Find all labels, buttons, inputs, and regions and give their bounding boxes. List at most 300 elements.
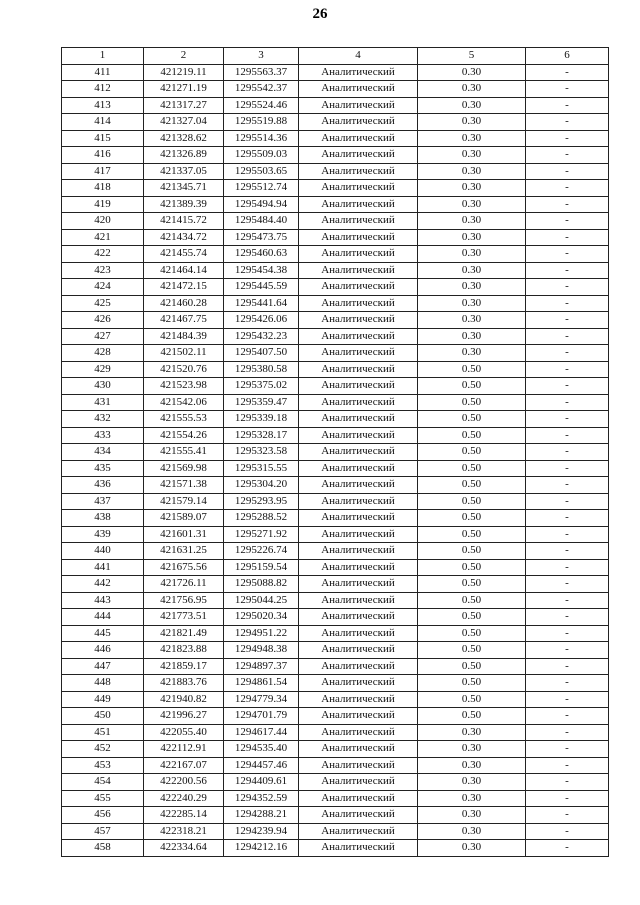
method-cell: Аналитический [299, 576, 418, 593]
y-coordinate-cell: 1295407.50 [224, 345, 299, 362]
method-cell: Аналитический [299, 328, 418, 345]
note-cell: - [526, 609, 609, 626]
column-header: 6 [526, 48, 609, 65]
point-number-cell: 425 [62, 295, 144, 312]
point-number-cell: 420 [62, 213, 144, 230]
y-coordinate-cell: 1295328.17 [224, 427, 299, 444]
table-row [62, 394, 609, 411]
point-number-cell: 416 [62, 147, 144, 164]
table-row [62, 427, 609, 444]
column-header: 4 [299, 48, 418, 65]
point-number-cell: 415 [62, 130, 144, 147]
y-coordinate-cell: 1295380.58 [224, 361, 299, 378]
point-number-cell: 445 [62, 625, 144, 642]
accuracy-cell: 0.50 [418, 625, 526, 642]
y-coordinate-cell: 1295044.25 [224, 592, 299, 609]
note-cell: - [526, 180, 609, 197]
table-row [62, 790, 609, 807]
x-coordinate-cell: 421883.76 [144, 675, 224, 692]
method-cell: Аналитический [299, 790, 418, 807]
note-cell: - [526, 378, 609, 395]
note-cell: - [526, 246, 609, 263]
note-cell: - [526, 807, 609, 824]
table-row [62, 807, 609, 824]
note-cell: - [526, 81, 609, 98]
y-coordinate-cell: 1295293.95 [224, 493, 299, 510]
y-coordinate-cell: 1295426.06 [224, 312, 299, 329]
table-row [62, 477, 609, 494]
y-coordinate-cell: 1295271.92 [224, 526, 299, 543]
point-number-cell: 424 [62, 279, 144, 296]
point-number-cell: 426 [62, 312, 144, 329]
accuracy-cell: 0.50 [418, 493, 526, 510]
method-cell: Аналитический [299, 477, 418, 494]
x-coordinate-cell: 421940.82 [144, 691, 224, 708]
note-cell: - [526, 543, 609, 560]
y-coordinate-cell: 1295454.38 [224, 262, 299, 279]
note-cell: - [526, 279, 609, 296]
method-cell: Аналитический [299, 114, 418, 131]
note-cell: - [526, 691, 609, 708]
table-row [62, 345, 609, 362]
y-coordinate-cell: 1295226.74 [224, 543, 299, 560]
method-cell: Аналитический [299, 592, 418, 609]
x-coordinate-cell: 421484.39 [144, 328, 224, 345]
y-coordinate-cell: 1295375.02 [224, 378, 299, 395]
x-coordinate-cell: 421675.56 [144, 559, 224, 576]
note-cell: - [526, 114, 609, 131]
method-cell: Аналитический [299, 246, 418, 263]
y-coordinate-cell: 1295460.63 [224, 246, 299, 263]
x-coordinate-cell: 421328.62 [144, 130, 224, 147]
point-number-cell: 427 [62, 328, 144, 345]
y-coordinate-cell: 1295494.94 [224, 196, 299, 213]
point-number-cell: 431 [62, 394, 144, 411]
note-cell: - [526, 196, 609, 213]
coordinates-table [61, 47, 609, 857]
point-number-cell: 444 [62, 609, 144, 626]
method-cell: Аналитический [299, 840, 418, 857]
x-coordinate-cell: 421327.04 [144, 114, 224, 131]
point-number-cell: 456 [62, 807, 144, 824]
y-coordinate-cell: 1295323.58 [224, 444, 299, 461]
x-coordinate-cell: 421460.28 [144, 295, 224, 312]
accuracy-cell: 0.50 [418, 559, 526, 576]
x-coordinate-cell: 421464.14 [144, 262, 224, 279]
method-cell: Аналитический [299, 642, 418, 659]
y-coordinate-cell: 1295088.82 [224, 576, 299, 593]
y-coordinate-cell: 1295432.23 [224, 328, 299, 345]
table-row [62, 840, 609, 857]
method-cell: Аналитический [299, 493, 418, 510]
point-number-cell: 455 [62, 790, 144, 807]
point-number-cell: 437 [62, 493, 144, 510]
note-cell: - [526, 444, 609, 461]
accuracy-cell: 0.30 [418, 262, 526, 279]
table-row [62, 361, 609, 378]
note-cell: - [526, 559, 609, 576]
y-coordinate-cell: 1294352.59 [224, 790, 299, 807]
accuracy-cell: 0.50 [418, 609, 526, 626]
y-coordinate-cell: 1295514.36 [224, 130, 299, 147]
note-cell: - [526, 493, 609, 510]
table-row [62, 675, 609, 692]
note-cell: - [526, 642, 609, 659]
note-cell: - [526, 262, 609, 279]
accuracy-cell: 0.30 [418, 213, 526, 230]
x-coordinate-cell: 421859.17 [144, 658, 224, 675]
point-number-cell: 419 [62, 196, 144, 213]
point-number-cell: 435 [62, 460, 144, 477]
point-number-cell: 411 [62, 64, 144, 81]
accuracy-cell: 0.50 [418, 427, 526, 444]
note-cell: - [526, 460, 609, 477]
x-coordinate-cell: 421756.95 [144, 592, 224, 609]
method-cell: Аналитический [299, 510, 418, 527]
point-number-cell: 458 [62, 840, 144, 857]
table-row [62, 576, 609, 593]
table-row [62, 625, 609, 642]
accuracy-cell: 0.50 [418, 576, 526, 593]
table-header-row [62, 48, 609, 65]
x-coordinate-cell: 422200.56 [144, 774, 224, 791]
note-cell: - [526, 675, 609, 692]
accuracy-cell: 0.30 [418, 81, 526, 98]
y-coordinate-cell: 1295524.46 [224, 97, 299, 114]
table-row [62, 460, 609, 477]
accuracy-cell: 0.50 [418, 444, 526, 461]
point-number-cell: 438 [62, 510, 144, 527]
note-cell: - [526, 592, 609, 609]
y-coordinate-cell: 1294948.38 [224, 642, 299, 659]
accuracy-cell: 0.50 [418, 411, 526, 428]
note-cell: - [526, 411, 609, 428]
point-number-cell: 447 [62, 658, 144, 675]
y-coordinate-cell: 1295359.47 [224, 394, 299, 411]
table-row [62, 328, 609, 345]
y-coordinate-cell: 1294951.22 [224, 625, 299, 642]
method-cell: Аналитический [299, 691, 418, 708]
point-number-cell: 439 [62, 526, 144, 543]
note-cell: - [526, 823, 609, 840]
method-cell: Аналитический [299, 741, 418, 758]
point-number-cell: 451 [62, 724, 144, 741]
y-coordinate-cell: 1294212.16 [224, 840, 299, 857]
point-number-cell: 448 [62, 675, 144, 692]
x-coordinate-cell: 421472.15 [144, 279, 224, 296]
table-row [62, 378, 609, 395]
y-coordinate-cell: 1295159.54 [224, 559, 299, 576]
note-cell: - [526, 757, 609, 774]
table-row [62, 81, 609, 98]
x-coordinate-cell: 421502.11 [144, 345, 224, 362]
y-coordinate-cell: 1294617.44 [224, 724, 299, 741]
note-cell: - [526, 295, 609, 312]
method-cell: Аналитический [299, 807, 418, 824]
note-cell: - [526, 229, 609, 246]
x-coordinate-cell: 421345.71 [144, 180, 224, 197]
note-cell: - [526, 427, 609, 444]
method-cell: Аналитический [299, 460, 418, 477]
method-cell: Аналитический [299, 180, 418, 197]
method-cell: Аналитический [299, 394, 418, 411]
x-coordinate-cell: 421317.27 [144, 97, 224, 114]
x-coordinate-cell: 421542.06 [144, 394, 224, 411]
accuracy-cell: 0.50 [418, 658, 526, 675]
page-number: 26 [312, 6, 328, 22]
point-number-cell: 432 [62, 411, 144, 428]
table-row [62, 526, 609, 543]
x-coordinate-cell: 421555.53 [144, 411, 224, 428]
x-coordinate-cell: 421434.72 [144, 229, 224, 246]
accuracy-cell: 0.30 [418, 97, 526, 114]
method-cell: Аналитический [299, 609, 418, 626]
accuracy-cell: 0.30 [418, 114, 526, 131]
table-row [62, 691, 609, 708]
x-coordinate-cell: 422285.14 [144, 807, 224, 824]
method-cell: Аналитический [299, 345, 418, 362]
note-cell: - [526, 708, 609, 725]
table-row [62, 180, 609, 197]
accuracy-cell: 0.50 [418, 526, 526, 543]
point-number-cell: 430 [62, 378, 144, 395]
accuracy-cell: 0.50 [418, 510, 526, 527]
method-cell: Аналитический [299, 147, 418, 164]
table-row [62, 724, 609, 741]
note-cell: - [526, 312, 609, 329]
accuracy-cell: 0.30 [418, 295, 526, 312]
table-row [62, 279, 609, 296]
table-row [62, 510, 609, 527]
y-coordinate-cell: 1295484.40 [224, 213, 299, 230]
table-row [62, 774, 609, 791]
x-coordinate-cell: 422167.07 [144, 757, 224, 774]
note-cell: - [526, 328, 609, 345]
table-row [62, 213, 609, 230]
point-number-cell: 443 [62, 592, 144, 609]
point-number-cell: 440 [62, 543, 144, 560]
y-coordinate-cell: 1295503.65 [224, 163, 299, 180]
table-row [62, 295, 609, 312]
x-coordinate-cell: 421554.26 [144, 427, 224, 444]
accuracy-cell: 0.50 [418, 394, 526, 411]
x-coordinate-cell: 421337.05 [144, 163, 224, 180]
note-cell: - [526, 130, 609, 147]
accuracy-cell: 0.30 [418, 196, 526, 213]
method-cell: Аналитический [299, 64, 418, 81]
x-coordinate-cell: 421467.75 [144, 312, 224, 329]
y-coordinate-cell: 1295441.64 [224, 295, 299, 312]
note-cell: - [526, 477, 609, 494]
note-cell: - [526, 790, 609, 807]
accuracy-cell: 0.50 [418, 361, 526, 378]
accuracy-cell: 0.50 [418, 543, 526, 560]
accuracy-cell: 0.30 [418, 790, 526, 807]
point-number-cell: 454 [62, 774, 144, 791]
note-cell: - [526, 576, 609, 593]
table-row [62, 609, 609, 626]
x-coordinate-cell: 421271.19 [144, 81, 224, 98]
accuracy-cell: 0.30 [418, 328, 526, 345]
table-row [62, 493, 609, 510]
accuracy-cell: 0.30 [418, 774, 526, 791]
method-cell: Аналитический [299, 196, 418, 213]
accuracy-cell: 0.50 [418, 378, 526, 395]
note-cell: - [526, 97, 609, 114]
x-coordinate-cell: 421326.89 [144, 147, 224, 164]
note-cell: - [526, 741, 609, 758]
accuracy-cell: 0.30 [418, 840, 526, 857]
point-number-cell: 418 [62, 180, 144, 197]
point-number-cell: 436 [62, 477, 144, 494]
accuracy-cell: 0.30 [418, 246, 526, 263]
accuracy-cell: 0.30 [418, 823, 526, 840]
y-coordinate-cell: 1295512.74 [224, 180, 299, 197]
method-cell: Аналитический [299, 675, 418, 692]
point-number-cell: 434 [62, 444, 144, 461]
point-number-cell: 422 [62, 246, 144, 263]
x-coordinate-cell: 422112.91 [144, 741, 224, 758]
accuracy-cell: 0.50 [418, 642, 526, 659]
table-row [62, 97, 609, 114]
method-cell: Аналитический [299, 163, 418, 180]
point-number-cell: 450 [62, 708, 144, 725]
accuracy-cell: 0.30 [418, 757, 526, 774]
accuracy-cell: 0.30 [418, 345, 526, 362]
x-coordinate-cell: 421523.98 [144, 378, 224, 395]
point-number-cell: 457 [62, 823, 144, 840]
x-coordinate-cell: 421589.07 [144, 510, 224, 527]
method-cell: Аналитический [299, 559, 418, 576]
y-coordinate-cell: 1294701.79 [224, 708, 299, 725]
accuracy-cell: 0.30 [418, 147, 526, 164]
point-number-cell: 449 [62, 691, 144, 708]
note-cell: - [526, 345, 609, 362]
x-coordinate-cell: 421520.76 [144, 361, 224, 378]
point-number-cell: 423 [62, 262, 144, 279]
table-row [62, 114, 609, 131]
note-cell: - [526, 526, 609, 543]
point-number-cell: 428 [62, 345, 144, 362]
note-cell: - [526, 510, 609, 527]
method-cell: Аналитический [299, 81, 418, 98]
table-row [62, 823, 609, 840]
table-row [62, 64, 609, 81]
method-cell: Аналитический [299, 444, 418, 461]
x-coordinate-cell: 421823.88 [144, 642, 224, 659]
table-row [62, 196, 609, 213]
y-coordinate-cell: 1295288.52 [224, 510, 299, 527]
y-coordinate-cell: 1294288.21 [224, 807, 299, 824]
method-cell: Аналитический [299, 757, 418, 774]
accuracy-cell: 0.30 [418, 130, 526, 147]
table-row [62, 147, 609, 164]
note-cell: - [526, 724, 609, 741]
note-cell: - [526, 361, 609, 378]
point-number-cell: 429 [62, 361, 144, 378]
x-coordinate-cell: 421219.11 [144, 64, 224, 81]
x-coordinate-cell: 421821.49 [144, 625, 224, 642]
method-cell: Аналитический [299, 708, 418, 725]
accuracy-cell: 0.50 [418, 460, 526, 477]
table-row [62, 658, 609, 675]
point-number-cell: 442 [62, 576, 144, 593]
note-cell: - [526, 658, 609, 675]
column-header: 2 [144, 48, 224, 65]
method-cell: Аналитический [299, 279, 418, 296]
table-row [62, 312, 609, 329]
table-row [62, 246, 609, 263]
x-coordinate-cell: 421569.98 [144, 460, 224, 477]
point-number-cell: 441 [62, 559, 144, 576]
y-coordinate-cell: 1295473.75 [224, 229, 299, 246]
column-header: 3 [224, 48, 299, 65]
y-coordinate-cell: 1295445.59 [224, 279, 299, 296]
method-cell: Аналитический [299, 543, 418, 560]
method-cell: Аналитический [299, 295, 418, 312]
table-row [62, 543, 609, 560]
method-cell: Аналитический [299, 411, 418, 428]
y-coordinate-cell: 1295339.18 [224, 411, 299, 428]
method-cell: Аналитический [299, 625, 418, 642]
y-coordinate-cell: 1294457.46 [224, 757, 299, 774]
table-row [62, 411, 609, 428]
accuracy-cell: 0.30 [418, 279, 526, 296]
table-row [62, 444, 609, 461]
method-cell: Аналитический [299, 213, 418, 230]
note-cell: - [526, 625, 609, 642]
table-row [62, 229, 609, 246]
y-coordinate-cell: 1294861.54 [224, 675, 299, 692]
accuracy-cell: 0.30 [418, 163, 526, 180]
method-cell: Аналитический [299, 658, 418, 675]
accuracy-cell: 0.50 [418, 592, 526, 609]
accuracy-cell: 0.30 [418, 64, 526, 81]
table-row [62, 757, 609, 774]
method-cell: Аналитический [299, 427, 418, 444]
note-cell: - [526, 394, 609, 411]
accuracy-cell: 0.30 [418, 229, 526, 246]
y-coordinate-cell: 1295519.88 [224, 114, 299, 131]
x-coordinate-cell: 422318.21 [144, 823, 224, 840]
note-cell: - [526, 147, 609, 164]
method-cell: Аналитический [299, 378, 418, 395]
x-coordinate-cell: 421631.25 [144, 543, 224, 560]
x-coordinate-cell: 421415.72 [144, 213, 224, 230]
y-coordinate-cell: 1294239.94 [224, 823, 299, 840]
method-cell: Аналитический [299, 724, 418, 741]
x-coordinate-cell: 421555.41 [144, 444, 224, 461]
method-cell: Аналитический [299, 361, 418, 378]
note-cell: - [526, 213, 609, 230]
method-cell: Аналитический [299, 774, 418, 791]
y-coordinate-cell: 1294779.34 [224, 691, 299, 708]
accuracy-cell: 0.30 [418, 180, 526, 197]
point-number-cell: 414 [62, 114, 144, 131]
accuracy-cell: 0.50 [418, 708, 526, 725]
note-cell: - [526, 774, 609, 791]
x-coordinate-cell: 422240.29 [144, 790, 224, 807]
table-row [62, 559, 609, 576]
method-cell: Аналитический [299, 97, 418, 114]
accuracy-cell: 0.30 [418, 312, 526, 329]
accuracy-cell: 0.50 [418, 691, 526, 708]
point-number-cell: 417 [62, 163, 144, 180]
y-coordinate-cell: 1295563.37 [224, 64, 299, 81]
accuracy-cell: 0.50 [418, 675, 526, 692]
x-coordinate-cell: 421601.31 [144, 526, 224, 543]
table-row [62, 708, 609, 725]
